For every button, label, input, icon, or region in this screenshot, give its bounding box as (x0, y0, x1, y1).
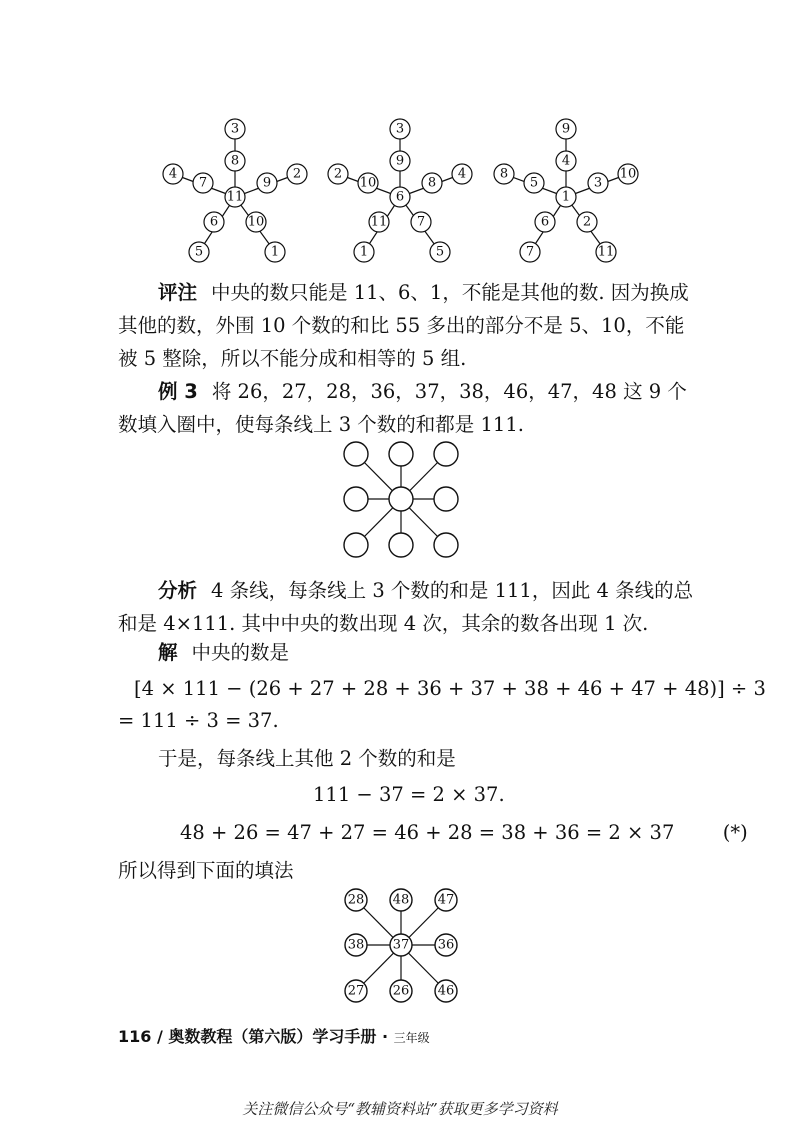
equation-4-tag: (*) (722, 821, 748, 844)
star-node: 11 (597, 244, 615, 260)
solution-text: 中央的数是 (191, 641, 290, 664)
star-node: 2 (333, 166, 343, 182)
footer-dot: · (382, 1027, 389, 1046)
star-node: 5 (194, 244, 204, 260)
star-center: 1 (561, 189, 571, 205)
star-node: 3 (593, 175, 603, 191)
star-node: 11 (370, 214, 388, 230)
grid-cell: 27 (347, 983, 365, 999)
star-node: 9 (561, 121, 571, 137)
star-node: 2 (292, 166, 302, 182)
star-node: 4 (561, 153, 571, 169)
then-text: 于是，每条线上其他 2 个数的和是 (158, 747, 456, 770)
star-node: 7 (525, 244, 535, 260)
star-node: 3 (395, 121, 405, 137)
star-diagram-2 (320, 112, 480, 272)
grid-cell: 28 (347, 892, 365, 908)
star-node: 4 (168, 166, 178, 182)
grid-cell: 38 (347, 937, 365, 953)
star-node: 5 (435, 244, 445, 260)
star-node: 1 (359, 244, 369, 260)
comment-text: 中央的数只能是 11、6、1，不能是其他的数. 因为换成其他的数，外围 10 个数的和比 55 多出的部分不是 5、10，不能被 5 整除，所以不能分成和相等的 5 组. (118, 281, 689, 370)
solution-paragraph (118, 636, 698, 669)
filled-circle-diagram (336, 885, 466, 1015)
star-diagram-3 (486, 112, 646, 272)
example-label: 例 3 (158, 380, 198, 403)
grid-cell: 46 (437, 983, 455, 999)
star-node: 1 (270, 244, 280, 260)
example-text: 将 26，27，28，36，37，38，46，47，48 这 9 个数填入圈中，使每条线上 3 个数的和都是 111. (118, 380, 687, 436)
star-node: 10 (619, 166, 637, 182)
grid-cell: 36 (437, 937, 455, 953)
star-node: 3 (230, 121, 240, 137)
grade-label: 三年级 (393, 1031, 430, 1045)
comment-paragraph (118, 276, 698, 375)
star-diagram-1 (155, 112, 315, 272)
page-footer (118, 1024, 430, 1047)
equation-1: [4 × 111 − (26 + 27 + 28 + 36 + 37 + 38 + 46 + 47 + 48)] ÷ 3 (134, 677, 766, 700)
star-node: 7 (416, 214, 426, 230)
solution-label: 解 (158, 641, 178, 664)
analysis-text: 4 条线，每条线上 3 个数的和是 111，因此 4 条线的总和是 4×111. 其中中央的数出现 4 次，其余的数各出现 1 次. (118, 579, 694, 635)
star-node: 10 (359, 175, 377, 191)
equation-4-body: 48 + 26 = 47 + 27 = 46 + 28 = 38 + 36 = 2 × 37 (180, 821, 675, 844)
empty-circle-diagram (336, 437, 466, 567)
star-node: 10 (247, 214, 265, 230)
star-node: 6 (540, 214, 550, 230)
comment-label: 评注 (158, 281, 198, 304)
star-node: 5 (529, 175, 539, 191)
grid-cell: 26 (392, 983, 410, 999)
footer-separator: / (156, 1027, 163, 1046)
equation-4 (180, 818, 748, 848)
star-node: 8 (230, 153, 240, 169)
star-node: 2 (582, 214, 592, 230)
result-text: 所以得到下面的填法 (118, 859, 294, 882)
analysis-label: 分析 (158, 579, 198, 602)
equation-3: 111 − 37 = 2 × 37. (313, 783, 505, 806)
example-paragraph (118, 375, 698, 441)
promo-text: 关注微信公众号“教辅资料站”获取更多学习资料 (242, 1100, 558, 1118)
star-center: 6 (395, 189, 405, 205)
star-center: 11 (226, 189, 244, 205)
analysis-paragraph (118, 574, 698, 640)
star-node: 8 (427, 175, 437, 191)
star-node: 9 (395, 153, 405, 169)
equation-2: = 111 ÷ 3 = 37. (118, 709, 279, 732)
book-title: 奥数教程（第六版）学习手册 (168, 1027, 377, 1046)
star-node: 9 (262, 175, 272, 191)
grid-cell: 48 (392, 892, 410, 908)
grid-center: 37 (392, 937, 410, 953)
star-node: 7 (198, 175, 208, 191)
star-node: 8 (499, 166, 509, 182)
grid-cell: 47 (437, 892, 455, 908)
star-node: 6 (209, 214, 219, 230)
page-number: 116 (118, 1027, 152, 1046)
star-node: 4 (457, 166, 467, 182)
